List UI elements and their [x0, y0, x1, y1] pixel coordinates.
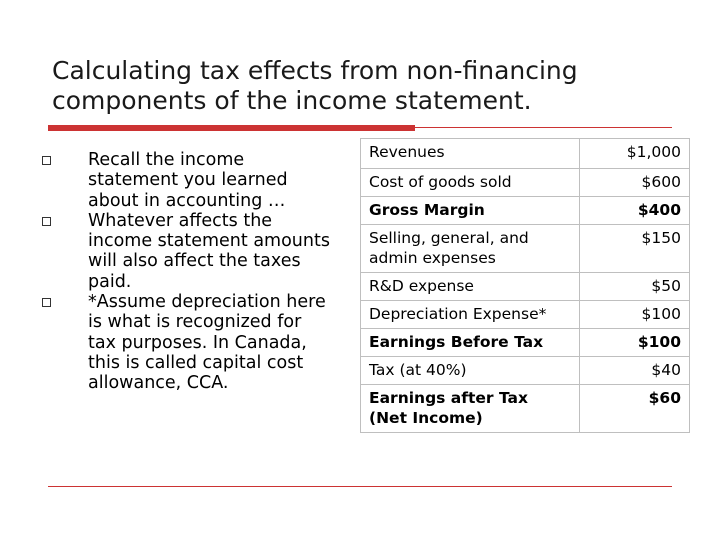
- row-amount: $40: [580, 357, 690, 385]
- bullet-text: Recall the income statement you learned about in accounting …: [88, 150, 288, 211]
- row-amount: $60: [580, 385, 690, 433]
- row-label: Tax (at 40%): [361, 357, 580, 385]
- row-amount: $150: [580, 225, 690, 273]
- table-row: [361, 329, 690, 357]
- bullet-item: [40, 292, 330, 393]
- footer-divider: [48, 486, 672, 487]
- title-divider: [415, 127, 672, 128]
- row-label: Earnings Before Tax: [361, 329, 580, 357]
- row-amount: $1,000: [580, 139, 690, 169]
- slide-title: Calculating tax effects from non-financing components of the income statement.: [52, 56, 578, 115]
- row-amount: $100: [580, 301, 690, 329]
- row-label: Revenues: [361, 139, 580, 169]
- square-bullet-icon: [42, 298, 51, 307]
- table-row: [361, 385, 690, 433]
- bullet-list: [40, 150, 330, 394]
- table-row: [361, 169, 690, 197]
- row-amount: $50: [580, 273, 690, 301]
- table-row: [361, 139, 690, 169]
- row-label: Selling, general, and admin expenses: [361, 225, 580, 273]
- table-row: [361, 273, 690, 301]
- row-label: Gross Margin: [361, 197, 580, 225]
- bullet-item: [40, 150, 330, 211]
- bullet-item: [40, 211, 330, 292]
- row-label: Depreciation Expense*: [361, 301, 580, 329]
- square-bullet-icon: [42, 217, 51, 226]
- income-statement-table: [360, 138, 690, 433]
- table-row: [361, 357, 690, 385]
- bullet-text: *Assume depreciation here is what is recognized for tax purposes. In Canada, this is called capital cost allowance, CCA.: [88, 292, 326, 394]
- table-row: [361, 301, 690, 329]
- title-accent-bar: [48, 125, 415, 131]
- table-row: [361, 197, 690, 225]
- row-amount: $400: [580, 197, 690, 225]
- row-label: Earnings after Tax (Net Income): [361, 385, 580, 433]
- row-label: Cost of goods sold: [361, 169, 580, 197]
- bullet-text: Whatever affects the income statement amounts will also affect the taxes paid.: [88, 210, 330, 292]
- table-row: [361, 225, 690, 273]
- square-bullet-icon: [42, 156, 51, 165]
- row-label: R&D expense: [361, 273, 580, 301]
- row-amount: $600: [580, 169, 690, 197]
- row-amount: $100: [580, 329, 690, 357]
